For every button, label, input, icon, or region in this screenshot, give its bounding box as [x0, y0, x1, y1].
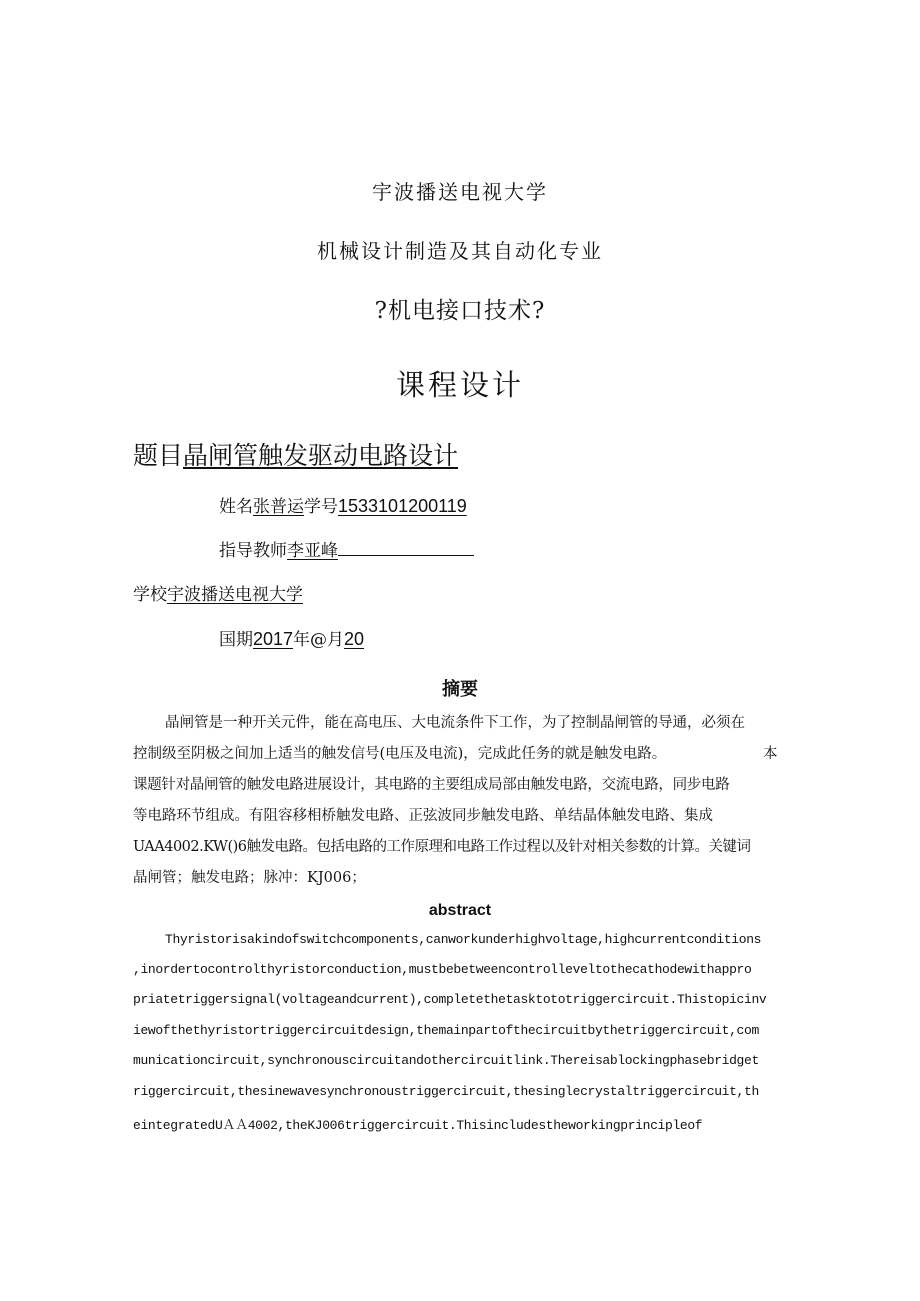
abstract-en-line-3: priatetriggersignal(voltageandcurrent),completethetasktototriggercircuit.Thistopicinv — [133, 992, 767, 1007]
date-year: 2017 — [253, 629, 294, 649]
abstract-en-line-2: ,inordertocontrolthyristorconduction,mustbebetweencontrolleveltothecathodewithappro — [133, 962, 752, 977]
abstract-en-line-6: riggercircuit,thesinewavesynchronoustriggercircuit,thesinglecrystaltriggercircuit,th — [133, 1084, 759, 1099]
date-day: 20 — [344, 629, 365, 649]
name-value: 张普运 — [253, 497, 304, 517]
date-label: 国期 — [219, 630, 253, 650]
major-title: 机械设计制造及其自动化专业 — [317, 239, 603, 263]
advisor-label: 指导教师 — [219, 541, 287, 561]
abstract-en-line-1: Thyristorisakindofswitchcomponents,canworkunderhighvoltage,highcurrentconditions — [165, 932, 762, 947]
student-id-value: 1533101200119 — [338, 496, 467, 516]
school-row — [133, 580, 303, 605]
date-mid: 年@月 — [293, 630, 345, 650]
school-value: 宇波播送电视大学 — [167, 585, 303, 605]
abstract-cn-line-2: 控制级至阴极之间加上适当的触发信号(电压及电流)，完成此任务的就是触发电路。 — [133, 746, 667, 762]
abstract-en-heading: abstract — [428, 902, 492, 919]
abstract-cn-heading: 摘要 — [442, 679, 478, 699]
abstract-cn-line-4: 等电路环节组成。有阻容移相桥触发电路、正弦波同步触发电路、单结晶体触发电路、集成 — [133, 808, 713, 824]
topic-value: 晶闸管触发驱动电路设计 — [183, 441, 459, 470]
topic-label: 题目 — [133, 441, 184, 470]
course-title: ?机电接口技术? — [374, 298, 546, 324]
design-title: 课程设计 — [395, 368, 524, 402]
university-title: 宇波播送电视大学 — [372, 180, 548, 204]
topic-row — [133, 436, 458, 472]
abstract-cn-line-2b: 本 — [763, 746, 778, 762]
advisor-value: 李亚峰 — [287, 541, 338, 561]
abstract-cn-line-1: 晶闸管是一种开关元件，能在高电压、大电流条件下工作，为了控制晶闸管的导通，必须在 — [165, 715, 745, 731]
school-label: 学校 — [133, 585, 167, 605]
date-row — [219, 625, 364, 650]
abstract-en-line-5: municationcircuit,synchronouscircuitandothercircuitlink.Thereisablockingphasebridget — [133, 1053, 759, 1068]
abstract-cn-line-5: UAA4002.KW()6触发电路。包括电路的工作原理和电路工作过程以及针对相关参数的计算。关键词 — [133, 839, 751, 855]
abstract-cn-line-3: 课题针对晶闸管的触发电路进展设计，其电路的主要组成局部由触发电路，交流电路，同步电路 — [133, 777, 730, 793]
name-row — [219, 492, 467, 517]
name-label: 姓名 — [219, 497, 253, 517]
abstract-cn-line-6: 晶闸管；触发电路；脉冲：KJ006； — [133, 870, 366, 886]
student-id-label: 学号 — [304, 497, 338, 517]
abstract-en-line-4: iewofthethyristortriggercircuitdesign,themainpartofthecircuitbythetriggercircuit,com — [133, 1023, 759, 1038]
advisor-underline — [338, 541, 474, 556]
abstract-en-line-7: eintegratedUＡＡ4002,theKJ006triggercircuit.Thisincludestheworkingprincipleof — [133, 1118, 703, 1133]
advisor-row — [219, 536, 474, 561]
